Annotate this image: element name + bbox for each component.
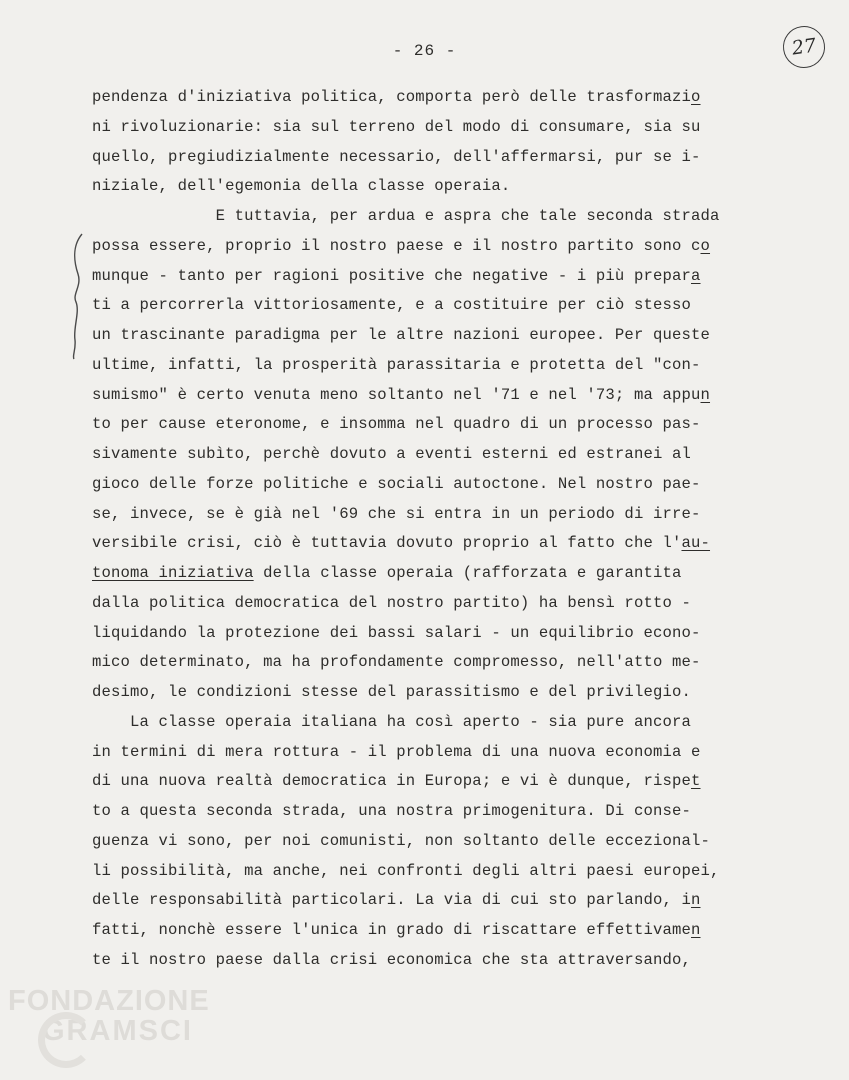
text-segment: quello, pregiudizialmente necessario, dell'affermarsi, pur se i- [92,147,701,166]
text-line [92,743,701,761]
underlined-text: t [691,772,701,791]
text-line [92,326,710,344]
underlined-text: o [700,236,711,255]
text-line [92,415,701,433]
text-segment: guenza vi sono, per noi comunisti, non soltanto delle eccezional- [92,831,711,850]
underlined-text: au- [681,534,711,553]
underlined-text: n [691,891,701,910]
text-line [92,118,701,136]
text-line [92,475,701,493]
text-segment: mico determinato, ma ha profondamente compromesso, nell'atto me- [92,653,701,672]
text-line [92,237,710,255]
underlined-text: o [691,88,701,106]
text-segment: to per cause eteronome, e insomma nel quadro di un processo pas- [92,415,701,434]
underlined-text: tonoma iniziativa [92,564,254,582]
text-segment: della classe operaia (rafforzata e garantita [253,564,682,582]
text-line [92,772,701,790]
text-line [92,505,701,523]
text-segment: un trascinante paradigma per le altre nazioni europee. Per queste [92,326,711,344]
underlined-text: n [700,385,711,404]
text-segment: sivamente subìto, perchè dovuto a eventi esterni ed estranei al [92,445,691,463]
text-line [92,386,710,404]
text-line [92,207,720,225]
watermark-line-1: FONDAZIONE [8,985,210,1017]
text-segment: se, invece, se è già nel '69 che si entra in un periodo di irre- [92,504,701,523]
text-line [92,534,710,552]
text-line [92,88,701,106]
text-segment: fatti, nonchè essere l'unica in grado di riscattare effettivame [92,921,691,939]
text-line [92,148,701,166]
text-line [92,296,691,314]
text-segment: ultime, infatti, la prosperità parassitaria e protetta del "con- [92,355,701,374]
text-segment: sumismo" è certo venuta meno soltanto nel '71 e nel '73; ma appu [92,385,701,404]
text-segment: gioco delle forze politiche e sociali autoctone. Nel nostro pae- [92,474,701,493]
text-segment: La classe operaia italiana ha così aperto - sia pure ancora [92,712,691,731]
text-line [92,356,701,374]
watermark-g-icon [38,1012,94,1068]
page-number: - 26 - [392,42,457,60]
underlined-text: a [691,266,701,285]
text-line [92,445,691,463]
text-segment: ti a percorrerla vittoriosamente, e a costituire per ciò stesso [92,296,691,315]
text-segment: desimo, le condizioni stesse del parassitismo e del privilegio. [92,683,691,701]
text-segment: li possibilità, ma anche, nei confronti degli altri paesi europei, [92,861,720,880]
text-line [92,177,510,195]
text-line [92,594,691,612]
text-line [92,267,701,285]
text-line [92,653,701,671]
text-line [92,713,691,731]
text-segment: possa essere, proprio il nostro paese e il nostro partito sono c [92,236,701,255]
text-line [92,921,701,939]
text-segment: E tuttavia, per ardua e aspra che tale seconda strada [92,207,720,225]
text-segment: to a questa seconda strada, una nostra primogenitura. Di conse- [92,802,691,820]
text-segment: in termini di mera rottura - il problema di una nuova economia e [92,742,701,761]
watermark-line-2: GRAMSCI [42,1015,193,1047]
handwritten-page-number: 27 [780,23,827,70]
text-line [92,624,701,642]
text-segment: te il nostro paese dalla crisi economica che sta attraversando, [92,950,691,969]
text-line [92,564,682,582]
margin-bracket-mark [70,232,86,360]
text-line [92,891,701,909]
text-segment: delle responsabilità particolari. La via di cui sto parlando, i [92,891,691,910]
text-segment: dalla politica democratica del nostro partito) ha bensì rotto - [92,593,691,612]
text-line [92,862,720,880]
text-line [92,951,691,969]
text-segment: niziale, dell'egemonia della classe operaia. [92,177,511,196]
text-segment: pendenza d'iniziativa politica, comporta però delle trasformazi [92,88,691,106]
text-line [92,683,691,701]
text-line [92,802,691,820]
text-segment: munque - tanto per ragioni positive che negative - i più prepar [92,266,691,285]
text-segment: di una nuova realtà democratica in Europa; e vi è dunque, rispe [92,772,691,791]
text-line [92,832,710,850]
text-segment: versibile crisi, ciò è tuttavia dovuto proprio al fatto che l' [92,534,682,553]
text-segment: ni rivoluzionarie: sia sul terreno del modo di consumare, sia su [92,117,701,136]
underlined-text: n [691,921,701,939]
text-segment: liquidando la protezione dei bassi salari - un equilibrio econo- [92,623,701,642]
